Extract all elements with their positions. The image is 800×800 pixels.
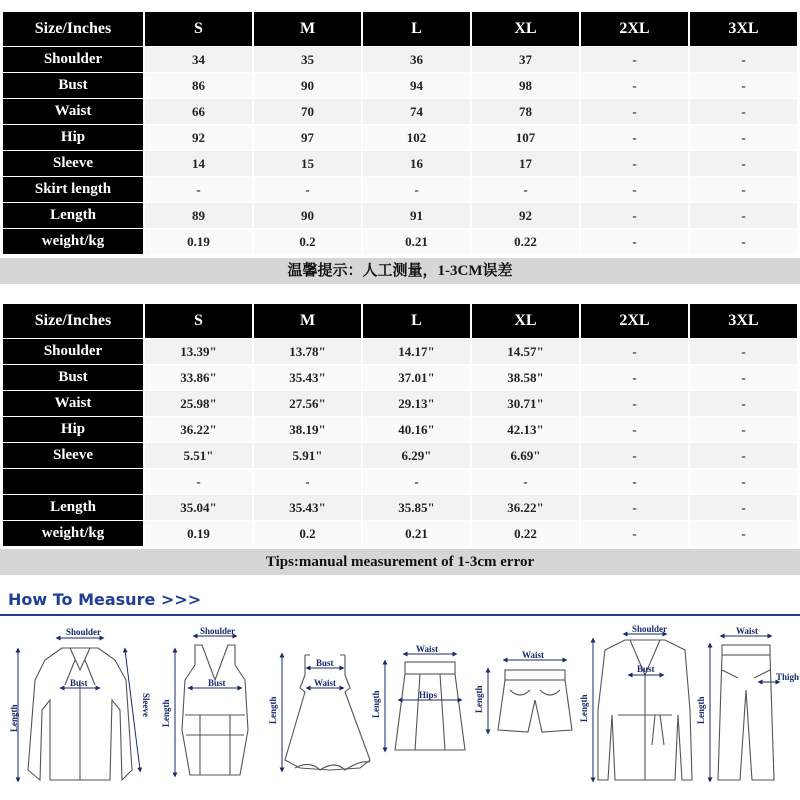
figure-label: Shoulder: [632, 624, 668, 634]
row-label: Bust: [3, 365, 143, 390]
table-cell: 0.22: [472, 229, 579, 254]
table-row: [3, 417, 797, 442]
table-cell: -: [690, 495, 797, 520]
table-cell: 6.29": [363, 443, 470, 468]
table-cell: 38.19": [254, 417, 361, 442]
figure-label: Length: [268, 696, 278, 724]
table-cell: 42.13": [472, 417, 579, 442]
header-cell: L: [363, 304, 470, 338]
table-cell: 14.57": [472, 339, 579, 364]
header-cell: XL: [472, 304, 579, 338]
table-cell: 0.2: [254, 229, 361, 254]
figure-label: Bust: [637, 664, 655, 674]
row-label: Length: [3, 495, 143, 520]
table-cell: -: [581, 73, 688, 98]
table-cell: 90: [254, 203, 361, 228]
header-cell: Size/Inches: [3, 304, 143, 338]
header-cell: L: [363, 12, 470, 46]
table-cell: -: [690, 47, 797, 72]
figure-label: Bust: [208, 678, 226, 688]
figure-label: Bust: [316, 658, 334, 668]
figure-label: Length: [696, 696, 706, 724]
table-cell: 37: [472, 47, 579, 72]
table-cell: 86: [145, 73, 252, 98]
table-cell: -: [690, 365, 797, 390]
table-cell: -: [581, 391, 688, 416]
table-cell: -: [690, 521, 797, 546]
table-row: [3, 521, 797, 546]
table-cell: 35.43": [254, 365, 361, 390]
table-row: [3, 73, 797, 98]
figure-label: Waist: [736, 626, 759, 636]
header-cell: S: [145, 304, 252, 338]
table-header-row: [3, 304, 797, 338]
header-cell: M: [254, 12, 361, 46]
figure-label: Waist: [314, 678, 337, 688]
figure-label: Length: [161, 699, 171, 727]
table-cell: 66: [145, 99, 252, 124]
figure-label: Waist: [416, 644, 439, 654]
table-cell: 35: [254, 47, 361, 72]
table-cell: -: [581, 365, 688, 390]
table-cell: 30.71": [472, 391, 579, 416]
header-cell: 3XL: [690, 12, 797, 46]
table-cell: -: [581, 417, 688, 442]
figure-label: Sleeve: [141, 693, 151, 717]
header-cell: 2XL: [581, 304, 688, 338]
header-cell: Size/Inches: [3, 12, 143, 46]
table-cell: -: [690, 73, 797, 98]
table-cell: -: [472, 177, 579, 202]
table-cell: 35.04": [145, 495, 252, 520]
table-cell: -: [690, 339, 797, 364]
table-cell: 27.56": [254, 391, 361, 416]
table-cell: -: [581, 339, 688, 364]
header-cell: M: [254, 304, 361, 338]
table-cell: 92: [472, 203, 579, 228]
how-to-measure-title: How To Measure >>>: [8, 590, 202, 609]
figure-label: Thigh: [776, 672, 800, 682]
row-label: Hip: [3, 417, 143, 442]
table-cell: 40.16": [363, 417, 470, 442]
table-cell: 6.69": [472, 443, 579, 468]
table-cell: 92: [145, 125, 252, 150]
row-label: Sleeve: [3, 443, 143, 468]
table-cell: 29.13": [363, 391, 470, 416]
table-cell: -: [581, 229, 688, 254]
header-cell: XL: [472, 12, 579, 46]
table-cell: 102: [363, 125, 470, 150]
row-label: Waist: [3, 99, 143, 124]
table-cell: 90: [254, 73, 361, 98]
table-cell: 36: [363, 47, 470, 72]
table-cell: -: [690, 391, 797, 416]
table-cell: -: [581, 177, 688, 202]
tip-bar-cm: 温馨提示：人工测量，1-3CM误差: [0, 258, 800, 284]
table-cell: -: [690, 417, 797, 442]
row-label: Skirt length: [3, 177, 143, 202]
table-cell: 5.51": [145, 443, 252, 468]
row-label: Sleeve: [3, 151, 143, 176]
table-row: [3, 177, 797, 202]
table-cell: 25.98": [145, 391, 252, 416]
table-cell: -: [690, 229, 797, 254]
row-label: weight/kg: [3, 229, 143, 254]
table-cell: 36.22": [472, 495, 579, 520]
table-cell: 38.58": [472, 365, 579, 390]
table-cell: 0.21: [363, 521, 470, 546]
size-table-inches: [1, 303, 799, 547]
row-label: Waist: [3, 391, 143, 416]
measure-illustrations: [0, 620, 800, 795]
figure-label: Bust: [70, 678, 88, 688]
table-cell: -: [254, 469, 361, 494]
tank-top-icon: [182, 645, 248, 775]
table-cell: 14: [145, 151, 252, 176]
table-cell: 94: [363, 73, 470, 98]
table-cell: -: [581, 521, 688, 546]
table-row: [3, 469, 797, 494]
dress-icon: [285, 655, 370, 770]
table-cell: 14.17": [363, 339, 470, 364]
table-cell: 78: [472, 99, 579, 124]
table-row: [3, 365, 797, 390]
table-cell: -: [581, 151, 688, 176]
table-cell: 13.39": [145, 339, 252, 364]
figure-label: Length: [9, 704, 19, 732]
header-cell: S: [145, 12, 252, 46]
table-cell: 15: [254, 151, 361, 176]
header-cell: 3XL: [690, 304, 797, 338]
figure-label: Waist: [522, 650, 545, 660]
figure-label: Hips: [419, 690, 438, 700]
table-cell: -: [581, 47, 688, 72]
table-cell: 37.01": [363, 365, 470, 390]
row-label: Bust: [3, 73, 143, 98]
table-cell: 0.21: [363, 229, 470, 254]
table-row: [3, 229, 797, 254]
table-row: [3, 47, 797, 72]
table-cell: -: [363, 469, 470, 494]
table-row: [3, 495, 797, 520]
table-cell: 34: [145, 47, 252, 72]
header-cell: 2XL: [581, 12, 688, 46]
table-row: [3, 339, 797, 364]
table-cell: 70: [254, 99, 361, 124]
table-cell: -: [690, 99, 797, 124]
table-cell: 74: [363, 99, 470, 124]
table-row: [3, 125, 797, 150]
row-label: Shoulder: [3, 339, 143, 364]
row-label: Shoulder: [3, 47, 143, 72]
figure-label: Length: [579, 694, 589, 722]
row-label: weight/kg: [3, 521, 143, 546]
table-cell: 35.85": [363, 495, 470, 520]
table-cell: 0.19: [145, 229, 252, 254]
table-cell: -: [472, 469, 579, 494]
table-cell: -: [690, 125, 797, 150]
table-cell: -: [581, 125, 688, 150]
table-cell: -: [581, 203, 688, 228]
tip-bar-inches: Tips:manual measurement of 1-3cm error: [0, 549, 800, 575]
coat-icon: [598, 640, 692, 780]
table-cell: 36.22": [145, 417, 252, 442]
table-cell: 98: [472, 73, 579, 98]
table-cell: 16: [363, 151, 470, 176]
size-table-cm: [1, 11, 799, 255]
table-cell: -: [363, 177, 470, 202]
table-cell: 0.22: [472, 521, 579, 546]
skirt-icon: [395, 662, 465, 750]
table-cell: 5.91": [254, 443, 361, 468]
table-cell: 0.19: [145, 521, 252, 546]
table-cell: 33.86": [145, 365, 252, 390]
table-cell: 0.2: [254, 521, 361, 546]
table-cell: -: [690, 443, 797, 468]
trousers-icon: [718, 645, 774, 780]
table-header-row: [3, 12, 797, 46]
row-label: Length: [3, 203, 143, 228]
row-label: [3, 469, 143, 494]
table-cell: -: [581, 443, 688, 468]
table-cell: 17: [472, 151, 579, 176]
table-cell: -: [145, 177, 252, 202]
table-row: [3, 203, 797, 228]
table-cell: -: [581, 469, 688, 494]
row-label: Hip: [3, 125, 143, 150]
table-cell: -: [145, 469, 252, 494]
figure-label: Shoulder: [200, 626, 236, 636]
table-row: [3, 443, 797, 468]
table-cell: 107: [472, 125, 579, 150]
table-cell: -: [581, 495, 688, 520]
table-row: [3, 151, 797, 176]
table-cell: -: [690, 203, 797, 228]
table-cell: 13.78": [254, 339, 361, 364]
table-cell: -: [254, 177, 361, 202]
blouse-icon: [28, 648, 132, 780]
shorts-icon: [498, 670, 572, 732]
figure-label: Length: [474, 685, 484, 713]
table-cell: -: [581, 99, 688, 124]
table-row: [3, 391, 797, 416]
table-cell: -: [690, 469, 797, 494]
table-row: [3, 99, 797, 124]
figure-label: Length: [371, 690, 381, 718]
table-cell: -: [690, 151, 797, 176]
table-cell: 97: [254, 125, 361, 150]
figure-label: Shoulder: [66, 627, 102, 637]
table-cell: 35.43": [254, 495, 361, 520]
table-cell: -: [690, 177, 797, 202]
table-cell: 89: [145, 203, 252, 228]
table-cell: 91: [363, 203, 470, 228]
divider: [0, 614, 800, 616]
